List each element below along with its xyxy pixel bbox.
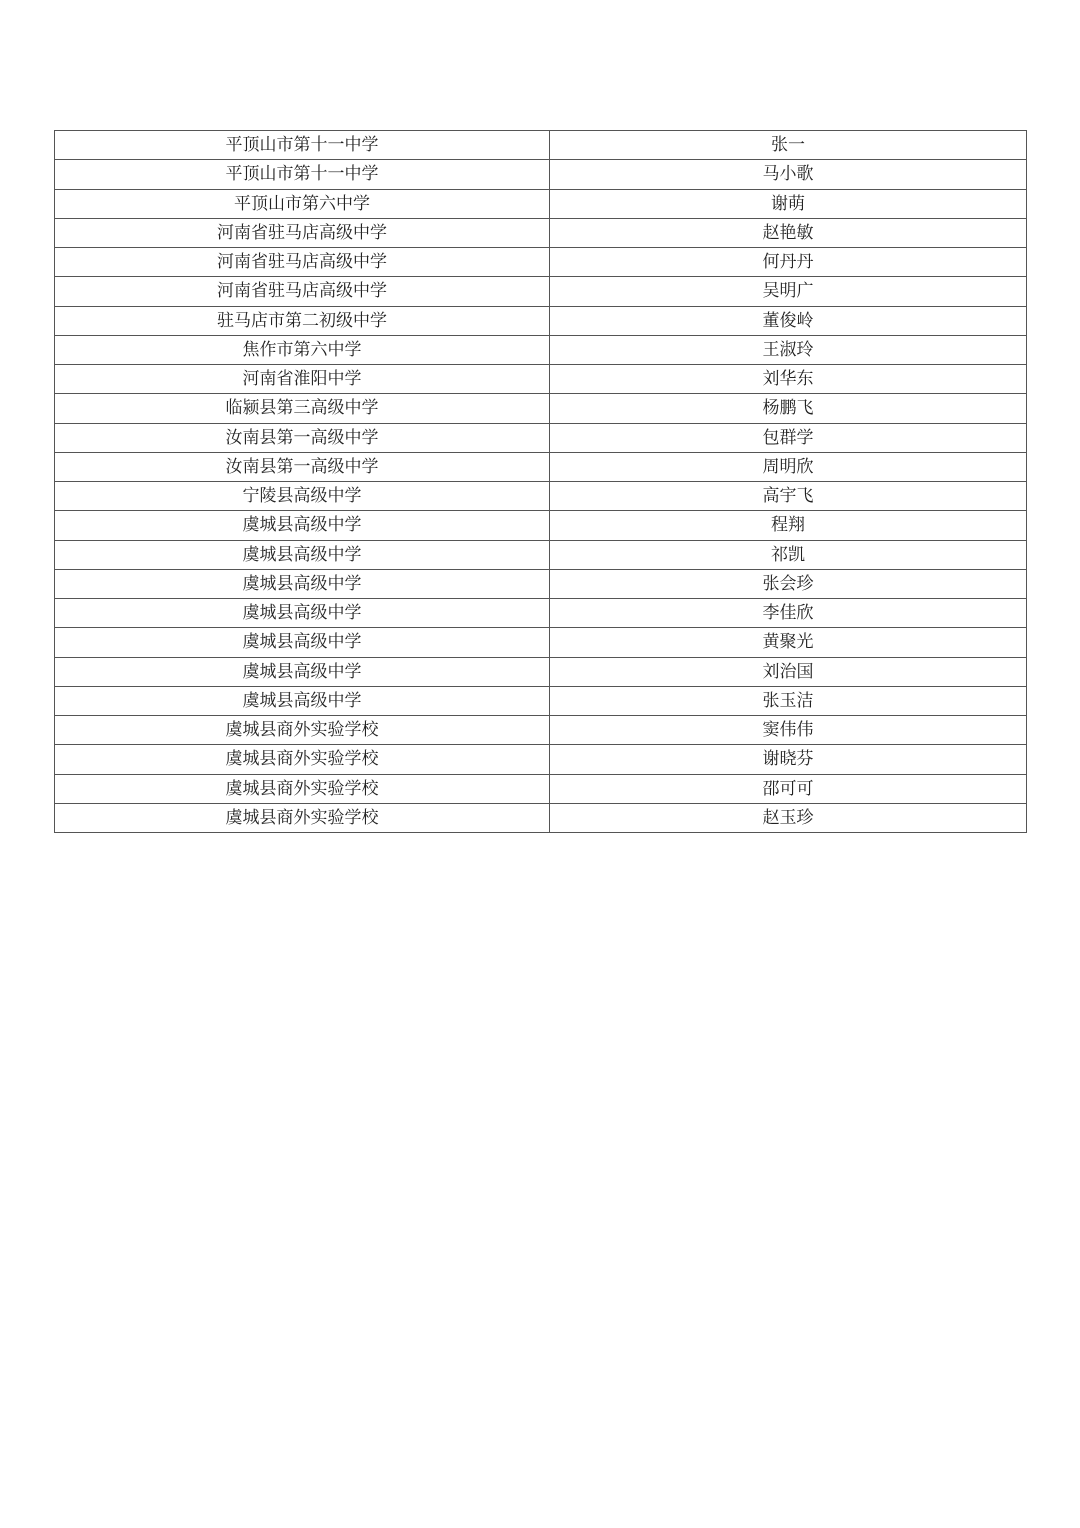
name-cell: 吴明广 (550, 277, 1027, 306)
school-cell: 临颍县第三高级中学 (55, 394, 550, 423)
table-row (55, 628, 1027, 657)
name-cell: 窦伟伟 (550, 716, 1027, 745)
school-cell: 河南省驻马店高级中学 (55, 248, 550, 277)
table-row (55, 716, 1027, 745)
table-row (55, 131, 1027, 160)
name-cell: 马小歌 (550, 160, 1027, 189)
table-row (55, 160, 1027, 189)
table-row (55, 686, 1027, 715)
table-row (55, 745, 1027, 774)
school-cell: 虞城县高级中学 (55, 599, 550, 628)
school-cell: 虞城县商外实验学校 (55, 745, 550, 774)
school-cell: 虞城县商外实验学校 (55, 716, 550, 745)
name-cell: 包群学 (550, 423, 1027, 452)
school-cell: 汝南县第一高级中学 (55, 423, 550, 452)
school-cell: 驻马店市第二初级中学 (55, 306, 550, 335)
table-row (55, 248, 1027, 277)
name-cell: 程翔 (550, 511, 1027, 540)
school-cell: 虞城县高级中学 (55, 540, 550, 569)
name-cell: 董俊岭 (550, 306, 1027, 335)
name-cell: 高宇飞 (550, 482, 1027, 511)
name-cell: 王淑玲 (550, 335, 1027, 364)
table-row (55, 511, 1027, 540)
name-cell: 黄聚光 (550, 628, 1027, 657)
school-cell: 虞城县高级中学 (55, 628, 550, 657)
name-cell: 周明欣 (550, 452, 1027, 481)
name-cell: 谢萌 (550, 189, 1027, 218)
table-row (55, 394, 1027, 423)
name-cell: 谢晓芬 (550, 745, 1027, 774)
school-cell: 虞城县商外实验学校 (55, 803, 550, 832)
school-cell: 虞城县商外实验学校 (55, 774, 550, 803)
name-cell: 刘治国 (550, 657, 1027, 686)
school-cell: 河南省驻马店高级中学 (55, 218, 550, 247)
name-cell: 张会珍 (550, 569, 1027, 598)
table-row (55, 774, 1027, 803)
name-cell: 邵可可 (550, 774, 1027, 803)
table-row (55, 365, 1027, 394)
table-row (55, 218, 1027, 247)
school-cell: 平顶山市第十一中学 (55, 160, 550, 189)
table-row (55, 599, 1027, 628)
school-cell: 虞城县高级中学 (55, 657, 550, 686)
table-row (55, 482, 1027, 511)
table-row (55, 657, 1027, 686)
table-row (55, 569, 1027, 598)
table-row (55, 452, 1027, 481)
school-cell: 汝南县第一高级中学 (55, 452, 550, 481)
school-cell: 宁陵县高级中学 (55, 482, 550, 511)
table-row (55, 306, 1027, 335)
name-cell: 何丹丹 (550, 248, 1027, 277)
name-cell: 杨鹏飞 (550, 394, 1027, 423)
table-row (55, 423, 1027, 452)
school-cell: 河南省驻马店高级中学 (55, 277, 550, 306)
roster-table-body (55, 131, 1027, 833)
name-cell: 赵艳敏 (550, 218, 1027, 247)
school-cell: 焦作市第六中学 (55, 335, 550, 364)
name-cell: 李佳欣 (550, 599, 1027, 628)
school-cell: 平顶山市第十一中学 (55, 131, 550, 160)
name-cell: 刘华东 (550, 365, 1027, 394)
table-row (55, 277, 1027, 306)
school-cell: 虞城县高级中学 (55, 686, 550, 715)
name-cell: 祁凯 (550, 540, 1027, 569)
table-row (55, 803, 1027, 832)
name-cell: 张玉洁 (550, 686, 1027, 715)
school-cell: 虞城县高级中学 (55, 569, 550, 598)
name-cell: 张一 (550, 131, 1027, 160)
school-cell: 虞城县高级中学 (55, 511, 550, 540)
table-row (55, 335, 1027, 364)
table-row (55, 189, 1027, 218)
roster-table (54, 130, 1027, 833)
name-cell: 赵玉珍 (550, 803, 1027, 832)
school-cell: 平顶山市第六中学 (55, 189, 550, 218)
table-row (55, 540, 1027, 569)
school-cell: 河南省淮阳中学 (55, 365, 550, 394)
